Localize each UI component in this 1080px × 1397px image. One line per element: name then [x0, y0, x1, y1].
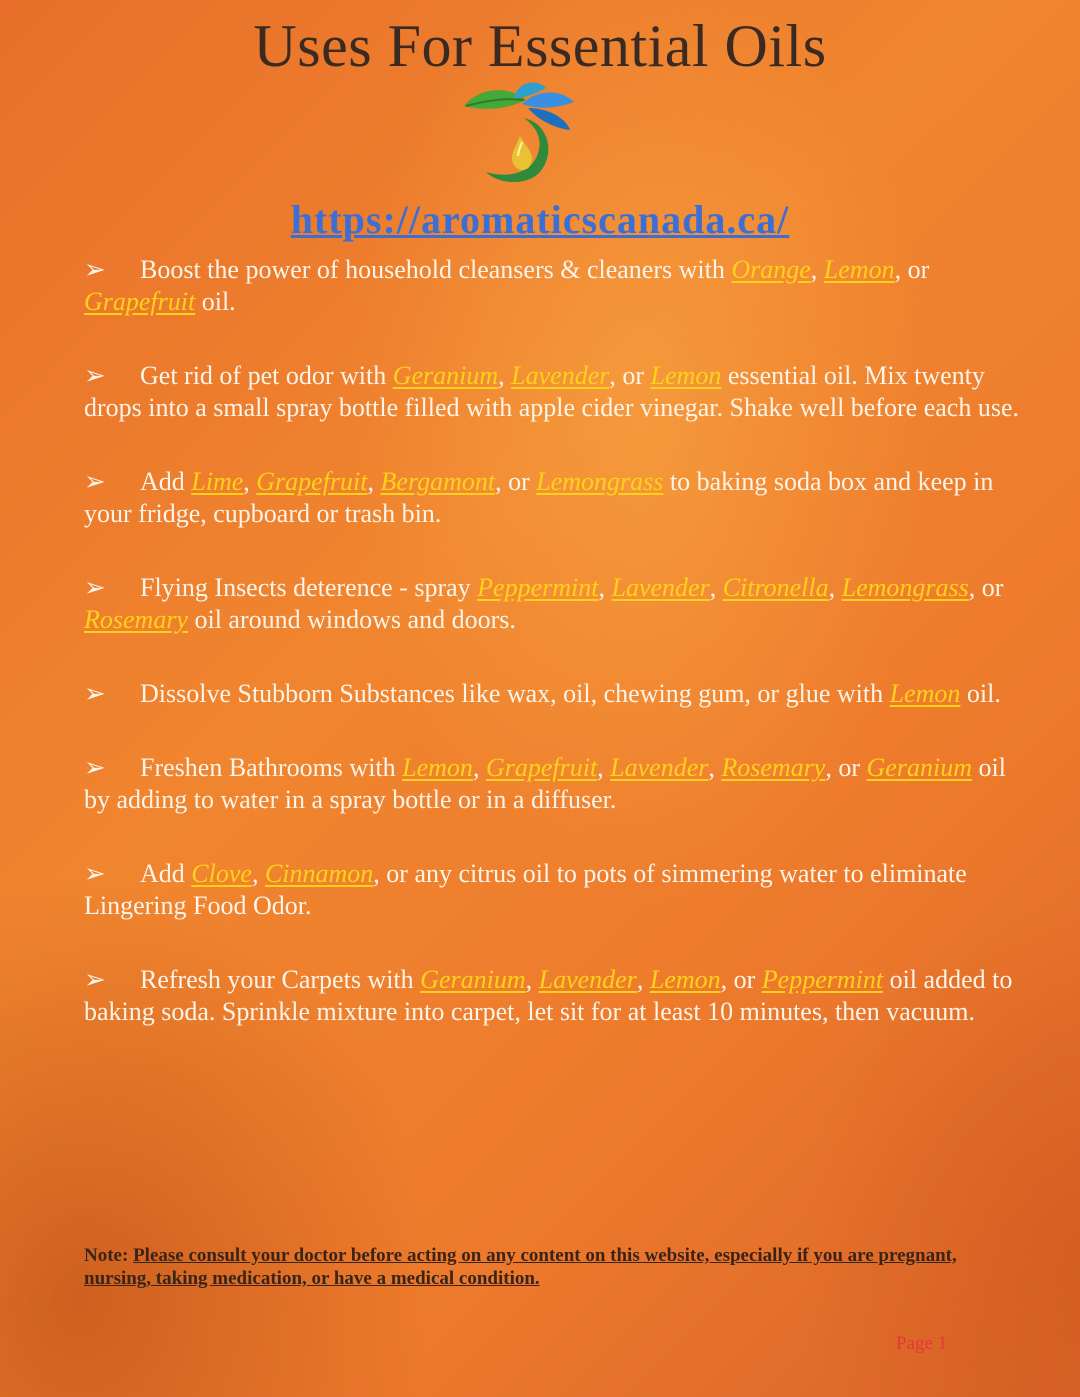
note-label: Note:: [84, 1245, 129, 1266]
item-text: oil added to baking soda. Sprinkle mixture into carpet, let sit for at least 10 minutes, then vacuum.: [84, 965, 1013, 1026]
list-item: [84, 254, 1034, 318]
item-text: Refresh your Carpets with: [140, 965, 421, 994]
item-text: , or: [894, 255, 930, 284]
arrow-bullet-icon: ➢: [84, 679, 106, 708]
item-text: ,: [498, 361, 512, 390]
oil-link[interactable]: Grapefruit: [256, 467, 368, 496]
oil-link[interactable]: Orange: [731, 255, 811, 284]
leaf-flower-drop-icon: [458, 78, 582, 186]
item-text: , or: [495, 467, 537, 496]
oil-link[interactable]: Grapefruit: [485, 753, 598, 782]
item-text: ,: [709, 573, 723, 602]
oil-link[interactable]: Lemon: [823, 255, 895, 284]
item-text: ,: [810, 255, 824, 284]
oil-link[interactable]: Lemon: [889, 679, 961, 708]
oil-link[interactable]: Rosemary: [721, 753, 826, 782]
list-item: [84, 752, 1034, 816]
oil-link[interactable]: Citronella: [722, 573, 829, 602]
oil-link[interactable]: Bergamont: [380, 467, 496, 496]
oil-link[interactable]: Cinnamon: [264, 859, 374, 888]
item-text: oil.: [195, 287, 236, 316]
item-text: Add: [140, 859, 192, 888]
arrow-bullet-icon: ➢: [84, 753, 106, 782]
oil-link[interactable]: Lime: [191, 467, 244, 496]
arrow-bullet-icon: ➢: [84, 965, 106, 994]
list-item: [84, 858, 1034, 922]
oil-link[interactable]: Lavender: [610, 753, 709, 782]
arrow-bullet-icon: ➢: [84, 255, 106, 284]
page-number: Page 1: [896, 1333, 948, 1354]
list-item: [84, 678, 1034, 710]
note-text[interactable]: Please consult your doctor before acting on any content on this website, especially if you are pregnant, nursing, taking medication, or have a medical condition.: [84, 1245, 957, 1289]
list-item: [84, 466, 1034, 530]
item-text: , or: [609, 361, 651, 390]
uses-list: [84, 254, 1034, 1028]
oil-link[interactable]: Lemon: [402, 753, 473, 782]
item-text: oil by adding to water in a spray bottle or in a diffuser.: [84, 753, 1006, 814]
item-text: Flying Insects deterence - spray: [140, 573, 478, 602]
item-text: ,: [598, 573, 612, 602]
item-text: Boost the power of household cleansers & cleaners with: [140, 255, 732, 284]
website-link[interactable]: https://aromaticscanada.ca/: [290, 197, 790, 242]
item-text: ,: [828, 573, 842, 602]
page-title: Uses For Essential Oils: [253, 13, 827, 79]
oil-link[interactable]: Geranium: [866, 753, 972, 782]
disclaimer-note: [84, 1244, 984, 1290]
oil-link[interactable]: Geranium: [420, 965, 526, 994]
item-text: to baking soda box and keep in your fridge, cupboard or trash bin.: [84, 467, 994, 528]
arrow-bullet-icon: ➢: [84, 361, 106, 390]
item-text: ,: [597, 753, 611, 782]
item-text: oil.: [960, 679, 1001, 708]
item-text: ,: [708, 753, 722, 782]
oil-link[interactable]: Lavender: [611, 573, 710, 602]
arrow-bullet-icon: ➢: [84, 467, 106, 496]
item-text: , or: [968, 573, 1004, 602]
arrow-bullet-icon: ➢: [84, 573, 106, 602]
oil-link[interactable]: Lemon: [650, 361, 722, 390]
item-text: Dissolve Stubborn Substances like wax, oil, chewing gum, or glue with: [140, 679, 890, 708]
item-text: ,: [525, 965, 539, 994]
item-text: Freshen Bathrooms with: [140, 753, 403, 782]
oil-link[interactable]: Lavender: [538, 965, 637, 994]
item-text: ,: [367, 467, 381, 496]
oil-link[interactable]: Rosemary: [84, 605, 188, 634]
item-text: ,: [251, 859, 265, 888]
oil-link[interactable]: Lavender: [511, 361, 610, 390]
item-text: , or any citrus oil to pots of simmering water to eliminate Lingering Food Odor.: [84, 859, 967, 920]
oil-link[interactable]: Grapefruit: [84, 287, 196, 316]
item-text: , or: [825, 753, 867, 782]
oil-link[interactable]: Peppermint: [477, 573, 599, 602]
list-item: [84, 964, 1034, 1028]
item-text: Get rid of pet odor with: [140, 361, 393, 390]
item-text: ,: [472, 753, 486, 782]
oil-link[interactable]: Lemongrass: [841, 573, 969, 602]
item-text: ,: [636, 965, 650, 994]
oil-link[interactable]: Clove: [191, 859, 252, 888]
oil-link[interactable]: Geranium: [392, 361, 499, 390]
oil-link[interactable]: Lemon: [649, 965, 721, 994]
item-text: ,: [243, 467, 257, 496]
item-text: oil around windows and doors.: [187, 605, 516, 634]
list-item: [84, 360, 1034, 424]
oil-link[interactable]: Lemongrass: [536, 467, 664, 496]
item-text: essential oil. Mix twenty drops into a small spray bottle filled with apple cider vinegar. Shake well before each use.: [84, 361, 1019, 422]
oil-link[interactable]: Peppermint: [761, 965, 884, 994]
list-item: [84, 572, 1034, 636]
arrow-bullet-icon: ➢: [84, 859, 106, 888]
item-text: Add: [140, 467, 192, 496]
item-text: , or: [720, 965, 762, 994]
